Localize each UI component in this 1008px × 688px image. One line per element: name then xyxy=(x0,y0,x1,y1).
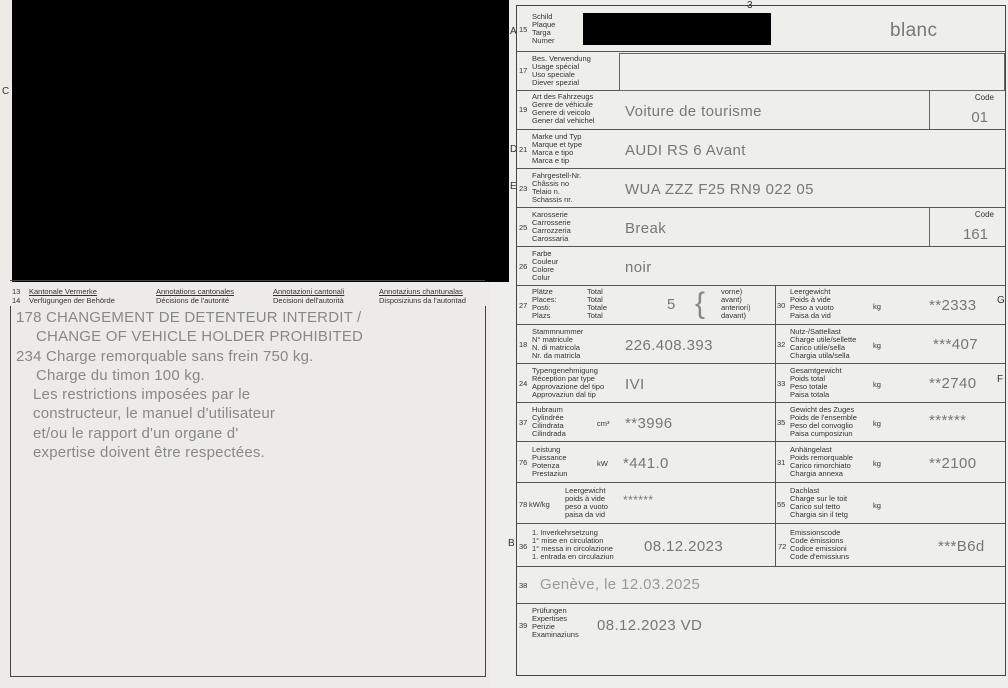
label-line: Leergewicht xyxy=(565,486,606,495)
field-76-unit: kW xyxy=(597,459,608,468)
field-19-vehicle-kind xyxy=(517,91,1005,130)
field-27-label xyxy=(532,288,557,320)
field-39-value: 08.12.2023 VD xyxy=(597,617,703,634)
field-39-label xyxy=(532,607,579,639)
field-30-unit: kg xyxy=(873,302,881,311)
label-line: Charge sur le toit xyxy=(790,494,848,503)
label-line: Examinaziuns xyxy=(532,630,579,639)
label-line: Perizie xyxy=(532,622,555,631)
field-24-num: 24 xyxy=(519,379,528,388)
label-line: Peso del convoglio xyxy=(790,421,853,430)
field-72-emission-code xyxy=(776,524,1005,567)
field-30-label xyxy=(790,288,834,320)
label-line: 1. Inverkehrsetzung xyxy=(532,528,598,537)
label-line: Peso totale xyxy=(790,382,828,391)
label-line: Schassis nr. xyxy=(532,195,573,204)
field-13-label-it: Annotazioni cantonali xyxy=(273,287,345,296)
field-19-code-value: 01 xyxy=(971,109,988,126)
field-39-num: 39 xyxy=(519,621,528,630)
label-line: Leergewicht xyxy=(790,287,831,296)
remark-line: 234 Charge remorquable sans frein 750 kg. xyxy=(16,348,314,365)
remark-line: constructeur, le manuel d'utilisateur xyxy=(33,405,276,422)
remarks-header xyxy=(10,280,485,307)
label-line: Carico utile/sella xyxy=(790,343,846,352)
field-35-label xyxy=(790,406,857,438)
label-line: Paisa da vid xyxy=(790,311,831,320)
label-line: peso a vuoto xyxy=(565,502,608,511)
label-line: davant) xyxy=(721,311,747,320)
field-31-unit: kg xyxy=(873,459,881,468)
field-25-body xyxy=(517,208,1005,247)
field-13-num: 13 xyxy=(12,287,21,296)
label-line: Carico rimorchiato xyxy=(790,461,851,470)
label-line: Poids à vide xyxy=(790,295,831,304)
label-line: Genre de véhicule xyxy=(532,100,593,109)
field-55-num: 55 xyxy=(777,500,786,509)
field-14-label-fr: Décisions de l'autorité xyxy=(156,296,230,305)
field-26-num: 26 xyxy=(519,262,528,271)
label-line: Codice emissioni xyxy=(790,544,847,553)
label-line: 1° mise en circulation xyxy=(532,536,604,545)
label-line: Marca e tipo xyxy=(532,148,574,157)
label-line: Numer xyxy=(532,36,555,45)
field-13-label-fr: Annotations cantonales xyxy=(156,287,234,296)
field-18-num: 18 xyxy=(519,340,528,349)
label-line: Total xyxy=(587,287,603,296)
field-38-value: Genève, le 12.03.2025 xyxy=(540,576,701,593)
label-line: Colore xyxy=(532,265,555,274)
field-25-label xyxy=(532,211,571,243)
label-line: avant) xyxy=(721,295,742,304)
vehicle-registration-form xyxy=(516,5,1006,676)
field-72-value: ***B6d xyxy=(938,538,985,555)
label-line: Peso a vuoto xyxy=(790,303,834,312)
label-line: Poids remorquable xyxy=(790,453,853,462)
label-line: Gener dal vehichel xyxy=(532,116,595,125)
field-38-place-date xyxy=(517,567,1005,604)
label-line: Bes. Verwendung xyxy=(532,54,591,63)
field-19-code-box xyxy=(929,91,1006,129)
label-line: Marke und Typ xyxy=(532,132,582,141)
label-line: Marca e tip xyxy=(532,156,570,165)
label-line: Typengenehmigung xyxy=(532,366,598,375)
label-line: Carossaria xyxy=(532,234,569,243)
label-line: Chargia utila/sella xyxy=(790,351,850,360)
field-32-num: 32 xyxy=(777,340,786,349)
margin-letter-a: A xyxy=(510,26,517,37)
field-23-chassis xyxy=(517,169,1005,208)
field-18-matricule xyxy=(517,325,775,364)
field-14-num: 14 xyxy=(12,296,21,305)
field-23-num: 23 xyxy=(519,184,528,193)
field-15-label xyxy=(532,13,555,45)
field-30-empty-weight xyxy=(775,286,1005,325)
label-line: Cilindrada xyxy=(532,429,566,438)
label-line: Approvaziun dal tip xyxy=(532,390,596,399)
label-line: Karosserie xyxy=(532,210,568,219)
field-33-num: 33 xyxy=(777,379,786,388)
label-line: Châssis no xyxy=(532,179,570,188)
field-31-num: 31 xyxy=(777,458,786,467)
label-line: Paisa cumposiziun xyxy=(790,429,853,438)
field-26-label xyxy=(532,250,558,282)
label-line: Approvazione del tipo xyxy=(532,382,605,391)
field-39-inspections xyxy=(517,604,1005,644)
field-19-label xyxy=(532,93,595,125)
field-21-value: AUDI RS 6 Avant xyxy=(625,142,746,159)
field-33-value: **2740 xyxy=(929,375,977,392)
field-72-num: 72 xyxy=(778,542,787,551)
field-78-label xyxy=(565,487,608,519)
label-line: Art des Fahrzeugs xyxy=(532,92,594,101)
label-line: anteriori) xyxy=(721,303,751,312)
field-15-plate xyxy=(517,6,1005,52)
field-35-train-weight xyxy=(775,403,1005,442)
label-line: Prestaziun xyxy=(532,469,568,478)
label-line: Emissionscode xyxy=(790,528,841,537)
margin-letter-e: E xyxy=(510,181,517,192)
label-line: Diever spezial xyxy=(532,78,580,87)
field-14-label-de: Verfügungen der Behörde xyxy=(29,296,115,305)
field-78-num: 78 xyxy=(519,500,528,509)
field-25-num: 25 xyxy=(519,223,528,232)
field-21-make-type xyxy=(517,130,1005,169)
label-line: Usage spécial xyxy=(532,62,580,71)
seats-brace-icon: { xyxy=(695,287,706,320)
label-line: Poids de l'ensemble xyxy=(790,413,857,422)
field-36-label xyxy=(532,529,614,561)
label-line: Charge utile/sellette xyxy=(790,335,857,344)
field-27-seats xyxy=(517,286,775,325)
label-line: Farbe xyxy=(532,249,552,258)
redacted-photo-area xyxy=(12,0,509,282)
label-line: poids à vide xyxy=(565,494,606,503)
field-25-code-value: 161 xyxy=(962,226,988,243)
field-37-unit: cm³ xyxy=(597,419,610,428)
field-15-num: 15 xyxy=(519,25,528,34)
field-25-code-label: Code xyxy=(974,210,994,219)
field-18-value: 226.408.393 xyxy=(625,337,713,354)
label-line: N. di matricola xyxy=(532,343,580,352)
field-13-label-de: Kantonale Vermerke xyxy=(29,287,97,296)
field-24-type-approval xyxy=(517,364,775,403)
field-76-label xyxy=(532,446,567,478)
label-line: Chargia sin il tetg xyxy=(790,510,848,519)
field-21-num: 21 xyxy=(519,145,528,154)
label-line: Carrozzeria xyxy=(532,226,571,235)
field-55-label xyxy=(790,487,848,519)
field-15-value: blanc xyxy=(890,20,938,41)
label-line: paisa da vid xyxy=(565,510,606,519)
label-line: Nr. da matricla xyxy=(532,351,581,360)
field-78-prefix: kW/kg xyxy=(529,500,550,509)
field-78-power-weight xyxy=(517,483,775,524)
label-line: Cylindrée xyxy=(532,413,564,422)
field-30-value: **2333 xyxy=(929,297,977,314)
label-line: N° matricule xyxy=(532,335,573,344)
label-line: Expertises xyxy=(532,614,568,623)
field-23-value: WUA ZZZ F25 RN9 022 05 xyxy=(625,181,814,198)
label-line: Anhängelast xyxy=(790,445,832,454)
label-line: Total xyxy=(587,295,603,304)
label-line: Marque et type xyxy=(532,140,583,149)
field-38-num: 38 xyxy=(519,581,528,590)
label-line: Paisa totala xyxy=(790,390,830,399)
field-18-label xyxy=(532,328,583,360)
field-25-value: Break xyxy=(625,220,667,237)
label-line: Plaque xyxy=(532,20,556,29)
field-25-code-box xyxy=(929,208,1006,246)
field-32-unit: kg xyxy=(873,341,881,350)
field-35-value: ****** xyxy=(929,412,967,429)
value-box xyxy=(619,53,1005,91)
label-line: Chargia annexa xyxy=(790,469,843,478)
label-line: 1. entrada en circulaziun xyxy=(532,552,614,561)
field-27-front-label xyxy=(721,288,751,320)
label-line: Code d'emissiuns xyxy=(790,552,849,561)
field-32-value: ***407 xyxy=(933,336,978,353)
field-14-label-it: Decisioni dell'autorità xyxy=(273,296,344,305)
field-26-color xyxy=(517,247,1005,286)
label-line: Prüfungen xyxy=(532,606,567,615)
field-37-label xyxy=(532,406,566,438)
remark-line: et/ou le rapport d'un organe d' xyxy=(33,425,239,442)
field-30-num: 30 xyxy=(777,301,786,310)
field-33-unit: kg xyxy=(873,380,881,389)
remark-line: expertise doivent être respectées. xyxy=(33,444,265,461)
field-72-label xyxy=(790,529,849,561)
field-26-value: noir xyxy=(625,259,652,276)
page-number: 3 xyxy=(747,0,753,11)
field-21-label xyxy=(532,133,582,165)
margin-letter-c: C xyxy=(2,86,10,97)
field-31-value: **2100 xyxy=(929,455,977,472)
field-35-unit: kg xyxy=(873,419,881,428)
field-37-displacement xyxy=(517,403,775,442)
field-55-unit: kg xyxy=(873,501,881,510)
field-27-num: 27 xyxy=(519,301,528,310)
field-27-total-label xyxy=(587,288,607,320)
field-37-value: **3996 xyxy=(625,415,673,432)
label-line: Puissance xyxy=(532,453,567,462)
field-32-payload xyxy=(775,325,1005,364)
label-line: Gesamtgewicht xyxy=(790,366,842,375)
field-24-label xyxy=(532,367,604,399)
remark-line: Charge du timon 100 kg. xyxy=(36,367,205,384)
field-19-code-label: Code xyxy=(974,93,994,102)
label-line: Colur xyxy=(532,273,550,282)
label-line: Carrosserie xyxy=(532,218,571,227)
label-line: Couleur xyxy=(532,257,559,266)
field-17-num: 17 xyxy=(519,66,528,75)
field-17-label xyxy=(532,55,591,87)
field-76-value: *441.0 xyxy=(623,455,669,472)
label-line: Leistung xyxy=(532,445,561,454)
label-line: Réception par type xyxy=(532,374,595,383)
label-line: Totale xyxy=(587,303,608,312)
label-line: Potenza xyxy=(532,461,560,470)
margin-letter-g: G xyxy=(997,295,1005,306)
label-line: Carico sul tetto xyxy=(790,502,841,511)
label-line: Poids total xyxy=(790,374,826,383)
label-line: 1° messa in circolazione xyxy=(532,544,613,553)
field-23-label xyxy=(532,172,581,204)
label-line: Gewicht des Zuges xyxy=(790,405,855,414)
label-line: vorne) xyxy=(721,287,743,296)
label-line: Posti: xyxy=(532,303,551,312)
margin-letter-f: F xyxy=(997,374,1004,385)
label-line: Schild xyxy=(532,12,553,21)
field-24-value: IVI xyxy=(625,376,645,393)
remark-line: CHANGE OF VEHICLE HOLDER PROHIBITED xyxy=(36,328,364,345)
label-line: Uso speciale xyxy=(532,70,575,79)
margin-letter-d: D xyxy=(510,144,518,155)
field-14-label-rm: Disposiziuns da l'autoritad xyxy=(379,296,466,305)
label-line: Plazs xyxy=(532,311,551,320)
label-line: Total xyxy=(587,311,603,320)
label-line: Fahrgestell-Nr. xyxy=(532,171,582,180)
field-31-label xyxy=(790,446,853,478)
remark-line: Les restrictions imposées par le xyxy=(33,386,251,403)
label-line: Code émissions xyxy=(790,536,844,545)
label-line: Plätze xyxy=(532,287,553,296)
label-line: Telaio n. xyxy=(532,187,560,196)
label-line: Genere di veicolo xyxy=(532,108,591,117)
label-line: Cilindrata xyxy=(532,421,564,430)
field-55-roof-load xyxy=(775,483,1005,524)
field-36-first-registration xyxy=(517,524,776,567)
field-36-value: 08.12.2023 xyxy=(644,538,724,555)
label-line: Dachlast xyxy=(790,486,820,495)
label-line: Targa xyxy=(532,28,551,37)
field-19-value: Voiture de tourisme xyxy=(625,103,762,120)
field-76-power xyxy=(517,442,775,483)
field-33-label xyxy=(790,367,842,399)
field-19-num: 19 xyxy=(519,105,528,114)
label-line: Nutz-/Sattellast xyxy=(790,327,841,336)
remark-line: 178 CHANGEMENT DE DETENTEUR INTERDIT / xyxy=(16,309,362,326)
margin-letter-b: B xyxy=(508,538,515,549)
field-32-label xyxy=(790,328,856,360)
field-31-towing-load xyxy=(775,442,1005,483)
field-78-value: ****** xyxy=(623,493,654,507)
label-line: Stammnummer xyxy=(532,327,584,336)
field-36-num: 36 xyxy=(519,542,528,551)
field-76-num: 76 xyxy=(519,458,528,467)
field-37-num: 37 xyxy=(519,418,528,427)
field-35-num: 35 xyxy=(777,418,786,427)
field-33-total-weight xyxy=(775,364,1005,403)
field-27-value: 5 xyxy=(667,296,676,313)
label-line: Places: xyxy=(532,295,557,304)
label-line: Hubraum xyxy=(532,405,563,414)
field-13-label-rm: Annotaziuns chantunalas xyxy=(379,287,463,296)
